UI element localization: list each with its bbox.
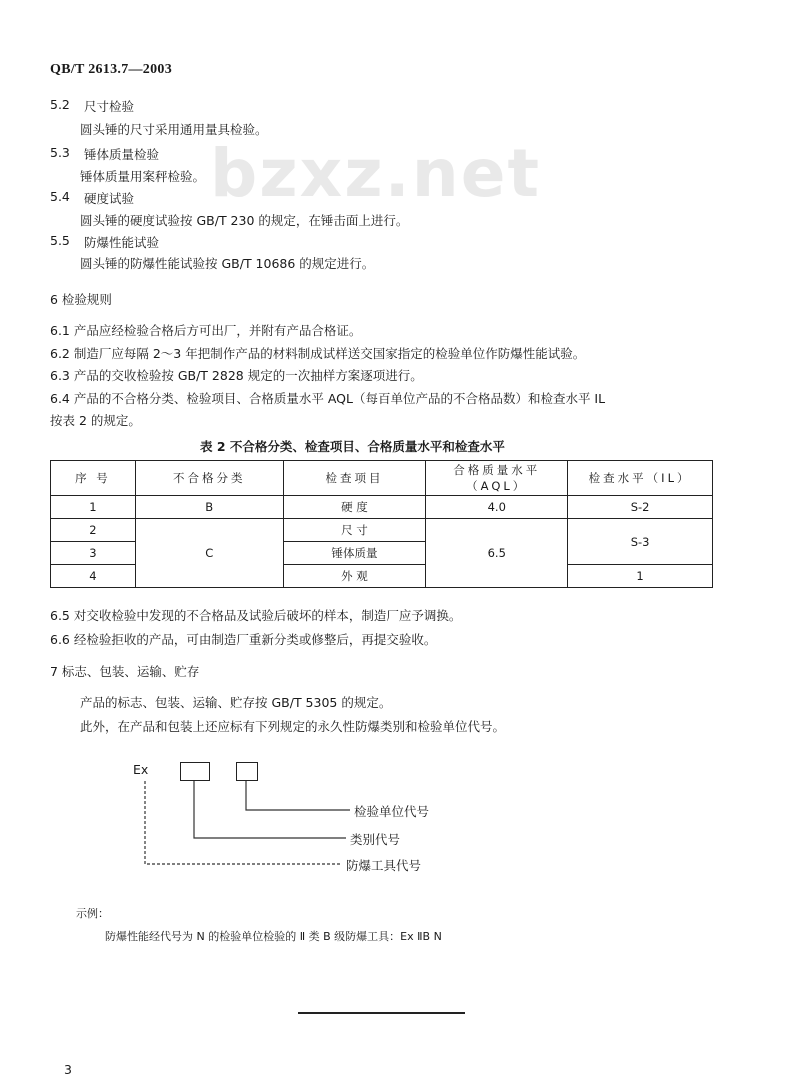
section-body: 圆头锤的硬度试验按 GB/T 230 的规定，在锤击面上进行。	[80, 213, 409, 228]
table-header-cell: 不合格分类	[135, 461, 283, 496]
section-title: 硬度试验	[84, 191, 135, 206]
table-cell: 2	[51, 519, 136, 542]
watermark: bzxz.net	[210, 135, 542, 212]
table-cell: B	[135, 496, 283, 519]
table-cell: 1	[51, 496, 136, 519]
table-cell: 尺 寸	[283, 519, 426, 542]
section-title: 防爆性能试验	[84, 235, 160, 250]
section-number: 5.4	[50, 189, 70, 204]
diagram-prefix: Ex	[133, 762, 149, 777]
clause-continuation: 按表 2 的规定。	[50, 413, 141, 428]
table-header-cell: 检查项目	[283, 461, 426, 496]
clause: 6.6 经检验拒收的产品，可由制造厂重新分类或修整后，再提交验收。	[50, 632, 437, 647]
table-cell: 锤体质量	[283, 542, 426, 565]
standard-id: QB/T 2613.7—2003	[50, 62, 173, 77]
section-body: 圆头锤的防爆性能试验按 GB/T 10686 的规定进行。	[80, 256, 375, 271]
table-cell-merged: C	[135, 519, 283, 588]
section-number: 5.2	[50, 97, 70, 112]
section-title: 尺寸检验	[84, 99, 135, 114]
clause: 6.1 产品应经检验合格后方可出厂，并附有产品合格证。	[50, 323, 362, 338]
table-cell: 1	[568, 565, 713, 588]
table-cell: 4	[51, 565, 136, 588]
clause: 6.2 制造厂应每隔 2～3 年把制作产品的材料制成试样送交国家指定的检验单位作防爆性能试验。	[50, 346, 586, 361]
chapter-title: 6 检验规则	[50, 292, 112, 307]
table-caption: 表 2 不合格分类、检查项目、合格质量水平和检查水平	[200, 439, 505, 454]
example-text: 防爆性能经代号为 N 的检验单位检验的 Ⅱ 类 B 级防爆工具：Ex ⅡB N	[105, 930, 442, 943]
table-cell: 硬 度	[283, 496, 426, 519]
table-cell: 外 观	[283, 565, 426, 588]
clause: 6.5 对交收检验中发现的不合格品及试验后破坏的样本，制造厂应予调换。	[50, 608, 462, 623]
table-cell: 4.0	[426, 496, 568, 519]
paragraph: 此外，在产品和包装上还应标有下列规定的永久性防爆类别和检验单位代号。	[80, 719, 506, 734]
section-body: 锤体质量用案秤检验。	[80, 169, 206, 184]
section-body: 圆头锤的尺寸采用通用量具检验。	[80, 122, 268, 137]
paragraph: 产品的标志、包装、运输、贮存按 GB/T 5305 的规定。	[80, 695, 392, 710]
clause: 6.4 产品的不合格分类、检验项目、合格质量水平 AQL（每百单位产品的不合格品数）和检查水平 IL	[50, 391, 606, 406]
example-label: 示例：	[76, 907, 109, 920]
clause: 6.3 产品的交收检验按 GB/T 2828 规定的一次抽样方案逐项进行。	[50, 368, 423, 383]
end-of-document-rule	[298, 1012, 465, 1014]
table-cell: 3	[51, 542, 136, 565]
table-header-cell: 检查水平（IL）	[568, 461, 713, 496]
diagram-label: 防爆工具代号	[346, 858, 422, 873]
section-number: 5.5	[50, 233, 70, 248]
table-cell-merged: 6.5	[426, 519, 568, 588]
diagram-label: 检验单位代号	[354, 804, 430, 819]
table-header-cell: 合格质量水平（AQL）	[426, 461, 568, 496]
section-number: 5.3	[50, 145, 70, 160]
table-cell: S-2	[568, 496, 713, 519]
table-header-cell: 序 号	[51, 461, 136, 496]
table-cell-merged: S-3	[568, 519, 713, 565]
chapter-title: 7 标志、包装、运输、贮存	[50, 664, 200, 679]
page-number: 3	[64, 1062, 72, 1077]
diagram-label: 类别代号	[350, 832, 401, 847]
section-title: 锤体质量检验	[84, 147, 160, 162]
